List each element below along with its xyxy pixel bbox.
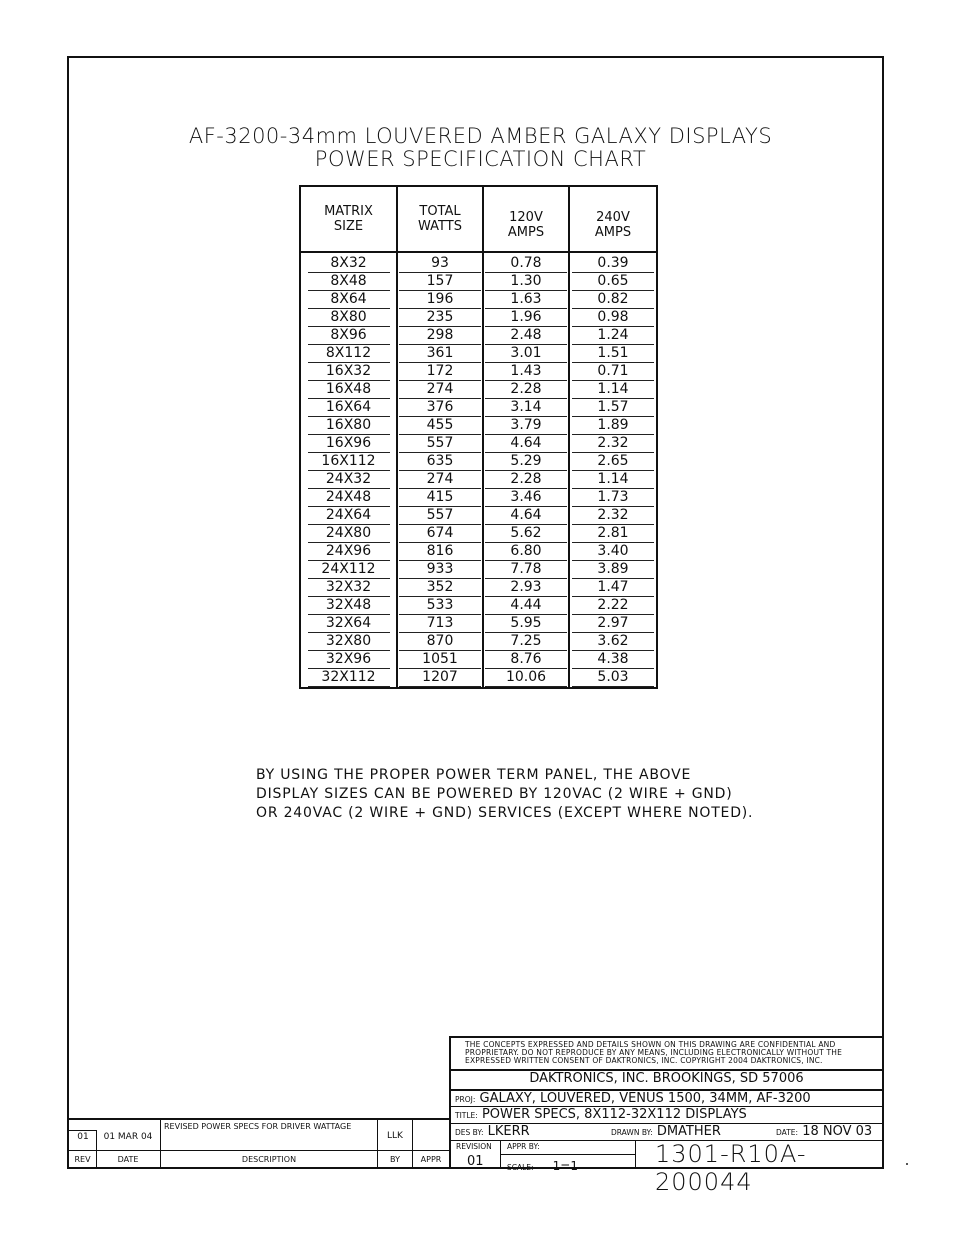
matrix-size-cell: 16X48 xyxy=(300,381,397,399)
rev-by: LLK xyxy=(387,1131,403,1141)
amps-240v-cell: 1.57 xyxy=(569,399,657,417)
table-row xyxy=(300,489,657,507)
table-row xyxy=(300,651,657,669)
project-line: PROJ: GALAXY, LOUVERED, VENUS 1500, 34MM, AF-3200 xyxy=(455,1091,811,1106)
amps-240v-cell: 0.39 xyxy=(569,252,657,273)
revision-label: REVISION xyxy=(456,1142,492,1151)
amps-240v-cell: 1.89 xyxy=(569,417,657,435)
amps-240v-cell: 2.32 xyxy=(569,435,657,453)
title-block xyxy=(449,1036,884,1196)
amps-120v-cell: 10.06 xyxy=(483,669,569,688)
matrix-size-cell: 8X32 xyxy=(300,252,397,273)
table-row xyxy=(300,579,657,597)
matrix-size-cell: 32X112 xyxy=(300,669,397,688)
table-row xyxy=(300,399,657,417)
matrix-size-cell: 8X64 xyxy=(300,291,397,309)
table-row xyxy=(300,417,657,435)
amps-120v-cell: 5.62 xyxy=(483,525,569,543)
amps-240v-cell: 0.98 xyxy=(569,309,657,327)
appr-by-label: APPR BY: xyxy=(507,1142,540,1151)
amps-120v-cell: 0.78 xyxy=(483,252,569,273)
total-watts-cell: 1051 xyxy=(397,651,483,669)
total-watts-cell: 172 xyxy=(397,363,483,381)
total-watts-cell: 157 xyxy=(397,273,483,291)
total-watts-cell: 196 xyxy=(397,291,483,309)
amps-120v-cell: 4.64 xyxy=(483,435,569,453)
title-line: TITLE: POWER SPECS, 8X112-32X112 DISPLAYS xyxy=(455,1107,747,1122)
revision-block xyxy=(67,1118,449,1169)
header-total-watts: TOTAL WATTS xyxy=(397,186,483,252)
matrix-size-cell: 16X32 xyxy=(300,363,397,381)
table-row xyxy=(300,507,657,525)
matrix-size-cell: 24X48 xyxy=(300,489,397,507)
chart-subtitle: POWER SPECIFICATION CHART xyxy=(314,147,647,171)
matrix-size-cell: 24X64 xyxy=(300,507,397,525)
amps-240v-cell: 1.51 xyxy=(569,345,657,363)
matrix-size-cell: 32X80 xyxy=(300,633,397,651)
matrix-size-cell: 16X64 xyxy=(300,399,397,417)
drawing-number: 1301-R10A-200044 xyxy=(655,1140,807,1196)
matrix-size-cell: 32X32 xyxy=(300,579,397,597)
amps-120v-cell: 3.46 xyxy=(483,489,569,507)
amps-120v-cell: 1.63 xyxy=(483,291,569,309)
table-row xyxy=(300,363,657,381)
amps-240v-cell: 3.89 xyxy=(569,561,657,579)
amps-240v-cell: 1.24 xyxy=(569,327,657,345)
total-watts-cell: 557 xyxy=(397,507,483,525)
amps-240v-cell: 2.32 xyxy=(569,507,657,525)
total-watts-cell: 274 xyxy=(397,471,483,489)
amps-240v-cell: 4.38 xyxy=(569,651,657,669)
matrix-size-cell: 24X32 xyxy=(300,471,397,489)
total-watts-cell: 93 xyxy=(397,252,483,273)
amps-240v-cell: 2.97 xyxy=(569,615,657,633)
matrix-size-cell: 24X80 xyxy=(300,525,397,543)
table-row xyxy=(300,345,657,363)
table-header-row xyxy=(300,186,657,252)
total-watts-cell: 455 xyxy=(397,417,483,435)
table-row xyxy=(300,633,657,651)
total-watts-cell: 713 xyxy=(397,615,483,633)
power-note: BY USING THE PROPER POWER TERM PANEL, THE ABOVE DISPLAY SIZES CAN BE POWERED BY 120VAC (2 WIRE + GND) OR 240VAC (2 WIRE + GND) SERVICES (EXCEPT WHERE NOTED). xyxy=(256,767,754,821)
company-line: DAKTRONICS, INC. BROOKINGS, SD 57006 xyxy=(529,1071,804,1086)
amps-120v-cell: 6.80 xyxy=(483,543,569,561)
total-watts-cell: 361 xyxy=(397,345,483,363)
amps-240v-cell: 0.65 xyxy=(569,273,657,291)
total-watts-cell: 298 xyxy=(397,327,483,345)
amps-240v-cell: 0.71 xyxy=(569,363,657,381)
amps-120v-cell: 3.14 xyxy=(483,399,569,417)
total-watts-cell: 674 xyxy=(397,525,483,543)
table-row xyxy=(300,381,657,399)
amps-240v-cell: 1.73 xyxy=(569,489,657,507)
matrix-size-cell: 16X96 xyxy=(300,435,397,453)
revision-value: 01 xyxy=(467,1154,484,1169)
total-watts-cell: 274 xyxy=(397,381,483,399)
date-header: DATE xyxy=(117,1155,139,1164)
total-watts-cell: 235 xyxy=(397,309,483,327)
amps-120v-cell: 2.93 xyxy=(483,579,569,597)
table-row xyxy=(300,309,657,327)
amps-240v-cell: 2.65 xyxy=(569,453,657,471)
amps-120v-cell: 1.96 xyxy=(483,309,569,327)
amps-120v-cell: 5.95 xyxy=(483,615,569,633)
matrix-size-cell: 24X96 xyxy=(300,543,397,561)
amps-120v-cell: 1.30 xyxy=(483,273,569,291)
total-watts-cell: 557 xyxy=(397,435,483,453)
amps-120v-cell: 8.76 xyxy=(483,651,569,669)
des-by-line: DES BY: LKERR xyxy=(455,1124,530,1139)
header-matrix-size: MATRIX SIZE xyxy=(300,186,397,252)
amps-240v-cell: 0.82 xyxy=(569,291,657,309)
drawn-by-line: DRAWN BY: DMATHER xyxy=(611,1124,721,1139)
total-watts-cell: 415 xyxy=(397,489,483,507)
description-header: DESCRIPTION xyxy=(241,1155,297,1164)
amps-120v-cell: 7.78 xyxy=(483,561,569,579)
total-watts-cell: 816 xyxy=(397,543,483,561)
total-watts-cell: 933 xyxy=(397,561,483,579)
matrix-size-cell: 32X96 xyxy=(300,651,397,669)
matrix-size-cell: 16X112 xyxy=(300,453,397,471)
amps-240v-cell: 3.40 xyxy=(569,543,657,561)
table-row xyxy=(300,525,657,543)
table-row xyxy=(300,615,657,633)
rev-header: REV xyxy=(74,1155,91,1164)
total-watts-cell: 352 xyxy=(397,579,483,597)
matrix-size-cell: 8X48 xyxy=(300,273,397,291)
amps-240v-cell: 3.62 xyxy=(569,633,657,651)
matrix-size-cell: 8X96 xyxy=(300,327,397,345)
matrix-size-cell: 32X64 xyxy=(300,615,397,633)
table-row xyxy=(300,252,657,273)
scale-line: SCALE: 1=1 xyxy=(507,1159,578,1173)
table-row xyxy=(300,291,657,309)
rev-date: 01 MAR 04 xyxy=(103,1132,153,1142)
confidential-notice: THE CONCEPTS EXPRESSED AND DETAILS SHOWN ON THIS DRAWING ARE CONFIDENTIAL AND PROPRIETARY. DO NOT REPRODUCE BY ANY MEANS, INCLUDING ELECTRONICALLY WITHOUT THE EXPRESSED WRITTEN CONSENT OF DAKTRONICS, INC. COPYRIGHT 2004 DAKTRONICS, INC. xyxy=(465,1040,843,1065)
amps-120v-cell: 2.28 xyxy=(483,381,569,399)
matrix-size-cell: 8X80 xyxy=(300,309,397,327)
amps-120v-cell: 5.29 xyxy=(483,453,569,471)
stray-mark xyxy=(906,1163,908,1165)
table-row xyxy=(300,669,657,688)
power-spec-table xyxy=(299,185,658,689)
amps-120v-cell: 3.01 xyxy=(483,345,569,363)
matrix-size-cell: 32X48 xyxy=(300,597,397,615)
total-watts-cell: 376 xyxy=(397,399,483,417)
date-line: DATE: 18 NOV 03 xyxy=(776,1124,873,1139)
amps-120v-cell: 2.28 xyxy=(483,471,569,489)
table-row xyxy=(300,327,657,345)
amps-120v-cell: 3.79 xyxy=(483,417,569,435)
amps-120v-cell: 2.48 xyxy=(483,327,569,345)
total-watts-cell: 635 xyxy=(397,453,483,471)
matrix-size-cell: 24X112 xyxy=(300,561,397,579)
amps-120v-cell: 4.44 xyxy=(483,597,569,615)
total-watts-cell: 1207 xyxy=(397,669,483,688)
amps-120v-cell: 1.43 xyxy=(483,363,569,381)
matrix-size-cell: 16X80 xyxy=(300,417,397,435)
by-header: BY xyxy=(390,1155,400,1164)
table-row xyxy=(300,597,657,615)
table-row xyxy=(300,471,657,489)
rev-description: REVISED POWER SPECS FOR DRIVER WATTAGE xyxy=(164,1122,352,1131)
header-120v-amps: 120V AMPS xyxy=(483,186,569,252)
table-row xyxy=(300,435,657,453)
table-row xyxy=(300,543,657,561)
chart-title: AF-3200-34mm LOUVERED AMBER GALAXY DISPLAYS xyxy=(188,124,773,148)
amps-240v-cell: 1.14 xyxy=(569,471,657,489)
table-row xyxy=(300,453,657,471)
amps-240v-cell: 1.47 xyxy=(569,579,657,597)
rev-number: 01 xyxy=(77,1132,89,1142)
amps-240v-cell: 2.81 xyxy=(569,525,657,543)
total-watts-cell: 870 xyxy=(397,633,483,651)
amps-240v-cell: 2.22 xyxy=(569,597,657,615)
amps-120v-cell: 7.25 xyxy=(483,633,569,651)
table-row xyxy=(300,273,657,291)
appr-header: APPR xyxy=(420,1155,442,1164)
header-240v-amps: 240V AMPS xyxy=(569,186,657,252)
table-row xyxy=(300,561,657,579)
amps-120v-cell: 4.64 xyxy=(483,507,569,525)
amps-240v-cell: 1.14 xyxy=(569,381,657,399)
total-watts-cell: 533 xyxy=(397,597,483,615)
amps-240v-cell: 5.03 xyxy=(569,669,657,688)
matrix-size-cell: 8X112 xyxy=(300,345,397,363)
